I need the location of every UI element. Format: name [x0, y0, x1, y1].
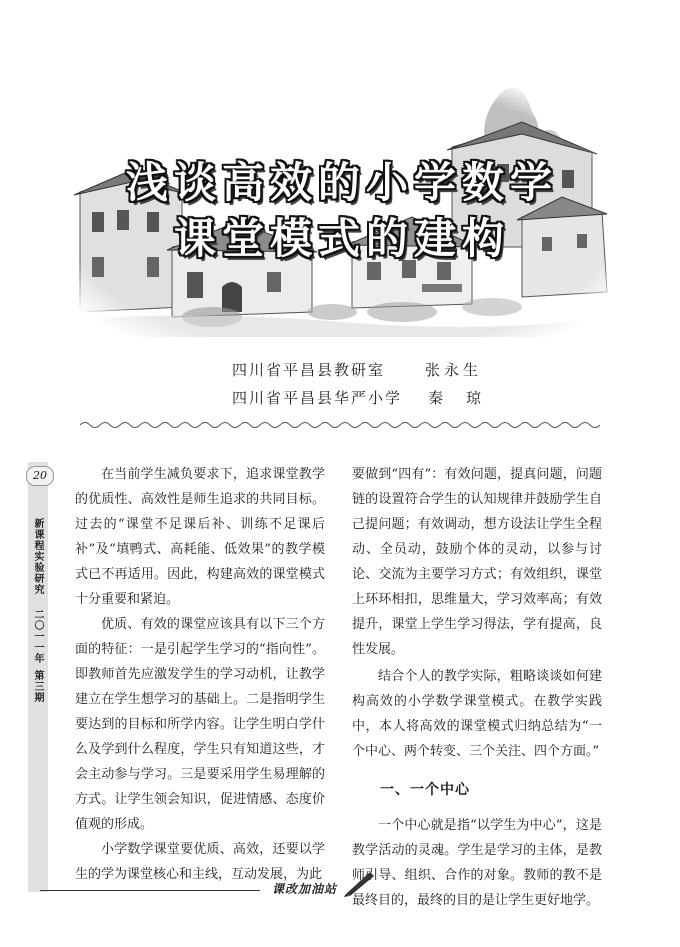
wavy-divider	[80, 420, 600, 430]
author-affiliation: 四川省平昌县教研室	[232, 361, 386, 379]
right-column	[352, 462, 602, 913]
banner-illustration	[72, 72, 612, 337]
author-name: 秦 琼	[428, 389, 486, 407]
journal-year: 二〇一一年	[32, 609, 43, 664]
author-name: 张永生	[425, 361, 483, 379]
journal-issue: 第三期	[32, 670, 43, 703]
author-block	[232, 356, 485, 412]
article-title-line-2: 课堂模式的建构	[173, 214, 510, 263]
paragraph: 在当前学生减负要求下，追求课堂教学的优质性、高效性是师生追求的共同目标。过去的“课堂不足课后补、训练不足课后补”及“填鸭式、高耗能、低效果”的教学模式已不再适用。因此，构建高效的课堂模式十分重要和紧迫。	[75, 467, 325, 607]
footer-rule	[40, 890, 260, 891]
left-column	[75, 462, 325, 887]
paragraph: 一个中心就是指“以学生为中心”，这是教学活动的灵魂。学生是学习的主体，是教师引导、组织、合作的对象。教师的教不是最终目的，最终的目的是让学生更好地学。	[352, 818, 602, 908]
author-row	[232, 384, 485, 412]
journal-info	[31, 518, 47, 703]
paragraph: 小学数学课堂要优质、高效，还要以学生的学为课堂核心和主线，互动发展，为此	[75, 842, 325, 882]
author-affiliation: 四川省平昌县华严小学	[232, 389, 403, 407]
paragraph: 结合个人的教学实际，粗略谈谈如何建构高效的小学数学课堂模式。在教学实践中，本人将高效的课堂模式归纳总结为“一个中心、两个转变、三个关注、四个方面。”	[352, 669, 602, 759]
paragraph-continuation: 要做到“四有”：有效问题，提真问题，问题链的设置符合学生的认知规律并鼓励学生自己提问题；有效调动，想方设法让学生全程动、全员动，鼓励个体的灵动，以参与讨论、交流为主要学习方式；有效组织，课堂上环环相扣，思维量大，学习效率高；有效提升，课堂上学生学习得法，学有提高，良性发展。	[352, 467, 602, 657]
article-title-line-1: 浅谈高效的小学数学	[125, 158, 558, 207]
page-number: 20	[26, 466, 54, 486]
pen-icon	[340, 868, 380, 898]
journal-name: 新课程实验研究	[32, 518, 43, 595]
author-row	[232, 356, 485, 384]
column-name: 课改加油站	[272, 882, 338, 896]
paragraph: 优质、有效的课堂应该具有以下三个方面的特征：一是引起学生学习的“指向性”。即教师首先应激发学生的学习动机，让教学建立在学生想学习的基础上。二是指明学生要达到的目标和所学内容。让学生明白学什么及学到什么程度，学生只有知道这些，才会主动参与学习。三是要采用学生易理解的方式。让学生领会知识，促进情感、态度价值观的形成。	[75, 617, 325, 832]
section-heading: 一、一个中心	[380, 782, 470, 798]
